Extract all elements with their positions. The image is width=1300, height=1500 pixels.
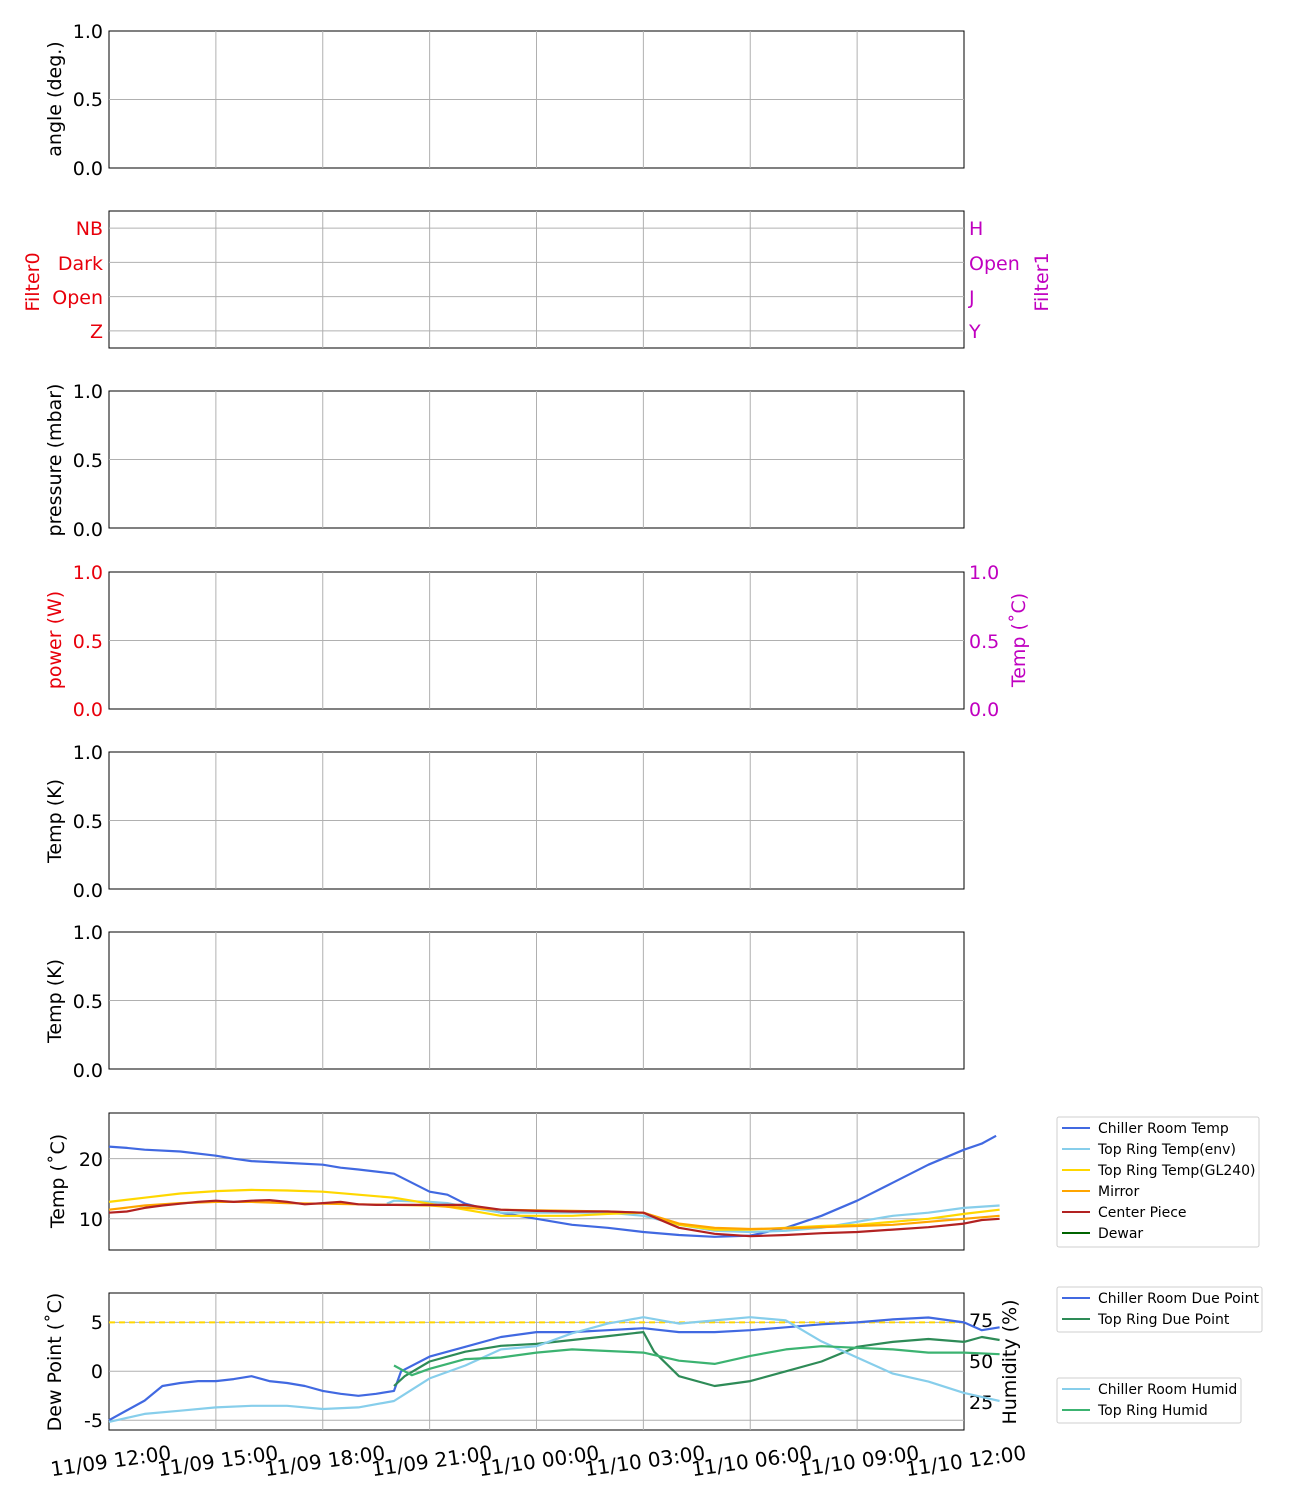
legend-label-mirror: Mirror xyxy=(1098,1184,1140,1200)
panel-filter-ylabel-left: Filter0 xyxy=(22,252,44,312)
panel-power-ytick-right-0: 0.0 xyxy=(969,699,1000,721)
panel-tempc-ylabel: Temp (˚C) xyxy=(47,1133,69,1229)
panel-filter-ytick-right-3: H xyxy=(969,218,984,240)
legend-label-top-ring-due-point: Top Ring Due Point xyxy=(1098,1312,1230,1328)
panel-filter-ylabel-right: Filter1 xyxy=(1031,252,1053,312)
grid-layer xyxy=(109,31,964,1430)
x-tick-label: 11/09 15:00 xyxy=(155,1440,280,1482)
x-tick-label: 11/10 00:00 xyxy=(476,1440,601,1482)
panel-angle-ylabel: angle (deg.) xyxy=(44,41,66,157)
series-layer xyxy=(109,1136,1000,1422)
panel-tempc-ytick-0: 10 xyxy=(78,1209,103,1231)
legend-label-top-ring-humid: Top Ring Humid xyxy=(1098,1403,1208,1419)
panel-pressure-ylabel: pressure (mbar) xyxy=(44,383,66,537)
panel-dew xyxy=(44,1287,1262,1432)
legend-label-chiller-room-temp: Chiller Room Temp xyxy=(1098,1121,1229,1137)
legend-label-dewar: Dewar xyxy=(1098,1226,1144,1242)
panel-filter-ytick-right-2: Open xyxy=(969,253,1020,275)
legend-label-top-ring-temp-gl240: Top Ring Temp(GL240) xyxy=(1098,1163,1256,1179)
panel-dew-ytick-right-1: 50 xyxy=(969,1351,994,1373)
panel-power-ytick-left-2: 1.0 xyxy=(72,562,103,584)
panel-power-ylabel-right: Temp (˚C) xyxy=(1008,592,1030,688)
panel-power-ytick-right-1: 0.5 xyxy=(969,631,1000,653)
panel-dew-ytick-left-2: 5 xyxy=(90,1312,103,1334)
x-tick-label: 11/10 12:00 xyxy=(903,1440,1028,1482)
panel-tempk1-ytick-2: 1.0 xyxy=(72,742,103,764)
panel-tempk2-ytick-2: 1.0 xyxy=(72,922,103,944)
panel-pressure-ytick-0: 0.0 xyxy=(72,519,103,541)
panel-filter-ytick-left-0: Z xyxy=(89,321,103,343)
panel-tempk2-ylabel: Temp (K) xyxy=(44,959,66,1043)
panel-dew-ytick-left-0: -5 xyxy=(84,1410,103,1432)
panel-pressure xyxy=(44,381,964,541)
panel-tempk2-ytick-1: 0.5 xyxy=(72,991,103,1013)
panel-filter-ytick-left-2: Dark xyxy=(57,253,103,275)
panel-dew-ytick-right-0: 25 xyxy=(969,1392,994,1414)
series-center-piece xyxy=(109,1200,1000,1236)
panel-filter-ytick-left-3: NB xyxy=(75,218,103,240)
x-tick-label: 11/10 03:00 xyxy=(582,1440,707,1482)
panel-dew-ytick-left-1: 0 xyxy=(90,1361,103,1383)
panel-filter-ytick-right-0: Y xyxy=(969,321,981,343)
panel-dew-ylabel-right: Humidity (%) xyxy=(999,1299,1021,1425)
panel-dew-ytick-right-2: 75 xyxy=(969,1310,994,1332)
panel-dew-ylabel-left: Dew Point (˚C) xyxy=(44,1292,66,1432)
panel-angle-ytick-0: 0.0 xyxy=(72,158,103,180)
panel-tempk2-ytick-0: 0.0 xyxy=(72,1060,103,1082)
legend-label-center-piece: Center Piece xyxy=(1098,1205,1187,1221)
legend-label-top-ring-temp-env: Top Ring Temp(env) xyxy=(1098,1142,1236,1158)
panel-tempk1-ytick-0: 0.0 xyxy=(72,880,103,902)
panel-power-ylabel-left: power (W) xyxy=(44,590,66,690)
panel-filter-ytick-right-1: J xyxy=(969,287,975,309)
panel-angle xyxy=(44,21,964,180)
x-tick-label: 11/09 12:00 xyxy=(48,1440,173,1482)
x-tick-labels xyxy=(49,1441,1028,1482)
series-chiller-room-due-point xyxy=(109,1318,1000,1421)
x-tick-label: 11/09 21:00 xyxy=(369,1440,494,1482)
panel-filter xyxy=(22,211,1053,348)
panel-tempc-ytick-1: 20 xyxy=(78,1149,103,1171)
panel-power-ytick-left-1: 0.5 xyxy=(72,631,103,653)
panel-tempk1-ylabel: Temp (K) xyxy=(44,779,66,863)
legend-label-chiller-room-due-point: Chiller Room Due Point xyxy=(1098,1291,1259,1307)
panel-power-ytick-left-0: 0.0 xyxy=(72,699,103,721)
panel-tempk1 xyxy=(44,742,964,902)
panel-pressure-ytick-1: 0.5 xyxy=(72,450,103,472)
panel-angle-ytick-2: 1.0 xyxy=(72,21,103,43)
x-tick-label: 11/09 18:00 xyxy=(262,1440,387,1482)
legend-label-chiller-room-humid: Chiller Room Humid xyxy=(1098,1382,1238,1398)
panel-power-ytick-right-2: 1.0 xyxy=(969,562,1000,584)
panel-tempk1-ytick-1: 0.5 xyxy=(72,811,103,833)
panel-angle-ytick-1: 0.5 xyxy=(72,89,103,111)
x-tick-label: 11/10 09:00 xyxy=(796,1440,921,1482)
panel-pressure-ytick-2: 1.0 xyxy=(72,381,103,403)
panel-filter-ytick-left-1: Open xyxy=(52,287,103,309)
panel-tempk2 xyxy=(44,922,964,1082)
x-tick-label: 11/10 06:00 xyxy=(689,1440,814,1482)
panel-tempc xyxy=(47,1113,1259,1250)
